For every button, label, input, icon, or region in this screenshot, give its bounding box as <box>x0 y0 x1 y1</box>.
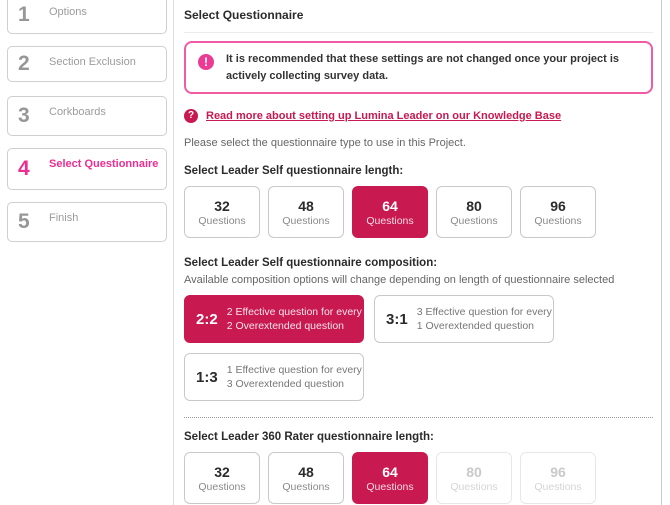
length-sub-label: Questions <box>198 214 246 227</box>
help-link-row <box>184 109 653 123</box>
length-option-button[interactable] <box>436 186 512 238</box>
composition-desc-line1: 3 Effective question for every <box>416 305 552 318</box>
step-number: 3 <box>18 104 30 127</box>
length-value: 32 <box>214 197 230 214</box>
composition-ratio: 1:3 <box>196 368 218 386</box>
length-sub-label: Questions <box>450 480 498 493</box>
step-label: Corkboards <box>49 106 106 118</box>
length-value: 96 <box>550 197 566 214</box>
length-value: 80 <box>466 463 482 480</box>
composition-note: Available composition options will change depending on length of questionnaire selected <box>184 274 615 286</box>
self-length-options <box>184 186 653 238</box>
step-label: Finish <box>49 212 79 224</box>
length-value: 80 <box>466 197 482 214</box>
page-title: Select Questionnaire <box>184 0 653 33</box>
length-sub-label: Questions <box>534 480 582 493</box>
length-sub-label: Questions <box>198 480 246 493</box>
step-label: Select Questionnaire <box>49 158 159 170</box>
composition-desc-line1: 1 Effective question for every <box>226 363 362 376</box>
composition-heading: Select Leader Self questionnaire composition: <box>184 257 438 269</box>
length-value: 32 <box>214 463 230 480</box>
composition-ratio: 3:1 <box>386 310 408 328</box>
intro-text: Please select the questionnaire type to use in this Project. <box>184 137 466 149</box>
warning-text: It is recommended that these settings are not changed once your project is actively collecting survey data. <box>226 53 620 82</box>
length-sub-label: Questions <box>366 214 414 227</box>
sidebar-step[interactable] <box>7 202 167 242</box>
length-value: 48 <box>298 463 314 480</box>
length-value: 64 <box>382 463 398 480</box>
length-option-button[interactable] <box>184 186 260 238</box>
exclamation-icon: ! <box>198 54 214 70</box>
length-value: 96 <box>550 463 566 480</box>
length-option-button <box>520 452 596 504</box>
warning-banner <box>184 41 653 94</box>
length-value: 64 <box>382 197 398 214</box>
composition-desc-line2: 3 Overextended question <box>226 378 345 390</box>
knowledge-base-link[interactable]: Read more about setting up Lumina Leader on our Knowledge Base <box>206 110 562 122</box>
composition-description <box>227 305 362 333</box>
sidebar-step[interactable] <box>7 46 167 82</box>
composition-description <box>417 305 552 333</box>
sidebar-step[interactable] <box>7 0 167 34</box>
step-number: 4 <box>18 157 30 180</box>
length-sub-label: Questions <box>282 214 330 227</box>
wizard-step-sidebar <box>0 0 173 505</box>
length-option-button[interactable] <box>352 452 428 504</box>
sidebar-step[interactable] <box>7 148 167 190</box>
self-length-heading: Select Leader Self questionnaire length: <box>184 165 404 177</box>
length-sub-label: Questions <box>366 480 414 493</box>
composition-desc-line2: 2 Overextended question <box>226 320 345 332</box>
composition-desc-line1: 2 Effective question for every <box>226 305 362 318</box>
rater-length-options <box>184 452 653 504</box>
step-number: 2 <box>18 52 30 75</box>
sidebar-step[interactable] <box>7 96 167 136</box>
length-sub-label: Questions <box>450 214 498 227</box>
composition-desc-line2: 1 Overextended question <box>416 320 535 332</box>
composition-option-button[interactable] <box>184 295 364 343</box>
composition-option-button[interactable] <box>374 295 554 343</box>
length-sub-label: Questions <box>534 214 582 227</box>
question-icon: ? <box>184 109 198 123</box>
rater-length-heading: Select Leader 360 Rater questionnaire length: <box>184 431 434 443</box>
step-number: 5 <box>18 210 30 233</box>
length-sub-label: Questions <box>282 480 330 493</box>
composition-options <box>184 295 558 401</box>
step-label: Section Exclusion <box>49 56 136 68</box>
composition-description <box>227 363 362 391</box>
length-option-button <box>436 452 512 504</box>
step-number: 1 <box>18 3 30 26</box>
length-option-button[interactable] <box>520 186 596 238</box>
length-option-button[interactable] <box>268 452 344 504</box>
main-panel <box>173 0 662 505</box>
composition-option-button[interactable] <box>184 353 364 401</box>
step-label: Options <box>49 6 87 18</box>
length-option-button[interactable] <box>184 452 260 504</box>
length-option-button[interactable] <box>352 186 428 238</box>
length-option-button[interactable] <box>268 186 344 238</box>
composition-ratio: 2:2 <box>196 310 218 328</box>
section-divider <box>184 417 653 418</box>
length-value: 48 <box>298 197 314 214</box>
